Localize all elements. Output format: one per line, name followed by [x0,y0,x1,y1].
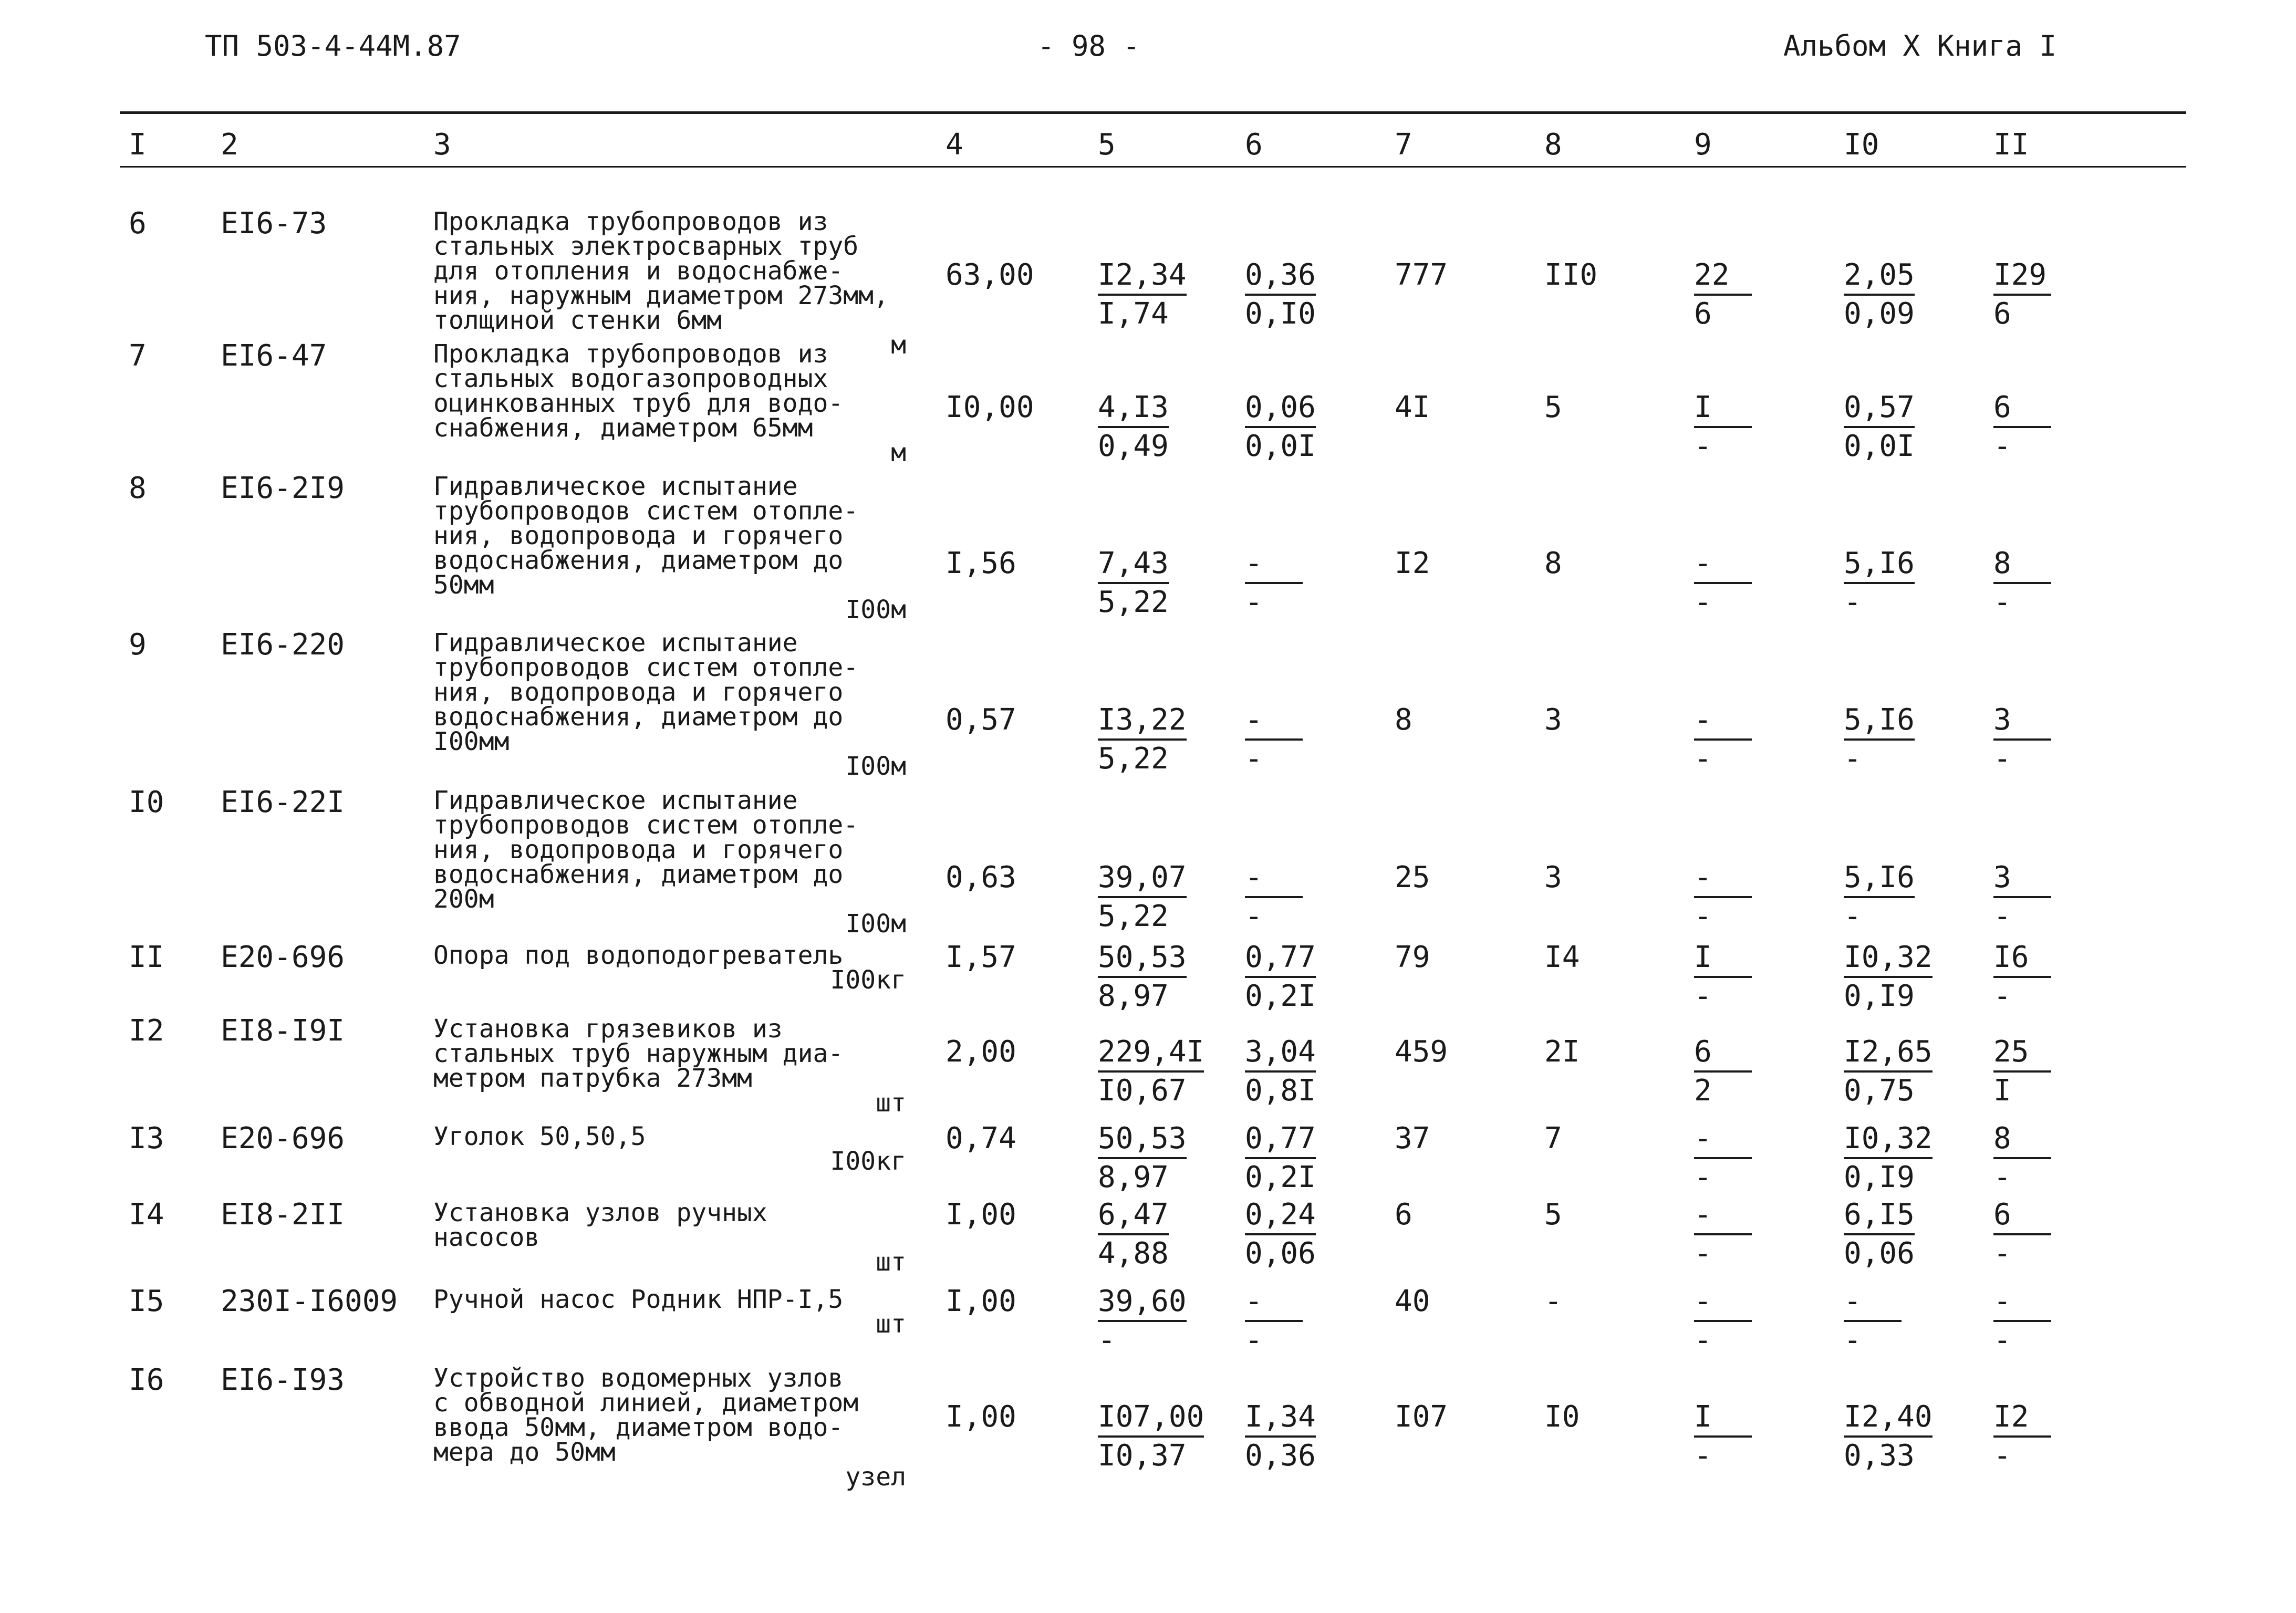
unit-cost [1098,1198,1169,1271]
work-description [433,786,906,939]
unit-of-measure: шт [876,1247,906,1277]
description-line: Гидравлическое испытание [433,628,798,658]
doc-code: ТП 503-4-44М.87 [205,29,461,63]
labor-total-bottom: - [1993,979,2011,1013]
labor-unit [1844,1400,1933,1473]
column-header: I [129,128,147,162]
price-code: E20-696 [221,940,345,974]
machine-cost-top: 0,77 [1245,940,1316,978]
labor-unit-bottom: - [1844,742,1862,776]
row-number: 7 [129,339,147,373]
total-cost: 6 [1395,1198,1412,1232]
description-line: I00мм [433,727,510,756]
labor-total [1993,1198,2051,1271]
machine-cost [1245,1400,1316,1473]
machine-cost-bottom: 0,36 [1245,1439,1316,1473]
description-line: стальных водогазопроводных [433,364,828,393]
column-header: 5 [1098,128,1116,162]
price-code: EI6-47 [221,339,327,373]
price-code: EI8-2II [221,1198,345,1232]
machine-cost-bottom: 0,06 [1245,1236,1316,1271]
description-line: трубопроводов систем отопле- [433,653,859,682]
labor-total [1993,860,2051,934]
description-line: Установка грязевиков из [433,1014,783,1044]
quantity: I0,00 [946,390,1034,424]
labor-total-top: I29 [1993,258,2051,296]
labor-total-bottom: - [1993,1439,2011,1473]
column-header: 6 [1245,128,1263,162]
description-line: Прокладка трубопроводов из [433,339,828,369]
unit-cost-top: 39,07 [1098,860,1187,898]
row-number: I0 [129,785,164,819]
price-code: EI6-220 [221,628,345,662]
labor-total-top: 6 [1993,1198,2051,1235]
unit-cost-bottom: I0,37 [1098,1439,1187,1473]
labor-unit-top: 6,I5 [1844,1198,1915,1235]
labor-total-top: 3 [1993,860,2051,898]
unit-cost-bottom: - [1098,1323,1116,1357]
machine-total-top: - [1694,1198,1752,1235]
unit-of-measure: м [891,438,906,467]
work-description [433,207,906,360]
machine-cost [1245,940,1316,1014]
unit-cost [1098,546,1169,620]
description-line: с обводной линией, диаметром [433,1388,859,1418]
labor-unit-bottom: - [1844,1323,1862,1357]
total-wages: II0 [1544,258,1598,292]
machine-total [1694,703,1752,776]
description-line: Гидравлическое испытание [433,786,798,815]
labor-total [1993,1284,2051,1358]
description-line: метром патрубка 273мм [433,1064,752,1093]
machine-cost-top: 0,24 [1245,1198,1316,1235]
labor-unit-top: I0,32 [1844,940,1933,978]
machine-cost-top: - [1245,703,1303,741]
labor-total-bottom: - [1993,585,2011,619]
row-number: I4 [129,1198,164,1232]
labor-unit-bottom: 0,09 [1844,297,1915,331]
machine-cost-bottom: - [1245,742,1263,776]
work-description [433,1198,906,1277]
machine-cost-top: - [1245,546,1303,584]
unit-cost-top: I3,22 [1098,703,1187,741]
unit-cost-bottom: 5,22 [1098,899,1169,933]
row-number: I6 [129,1363,164,1397]
labor-unit [1844,390,1915,464]
column-header: II [1993,128,2029,162]
row-number: I5 [129,1284,164,1318]
labor-total [1993,940,2051,1014]
description-line: Установка узлов ручных [433,1198,767,1227]
total-cost: I2 [1395,546,1430,580]
labor-unit [1844,1035,1933,1108]
row-number: 6 [129,206,147,241]
labor-total [1993,546,2051,620]
price-code: EI6-I93 [221,1363,345,1397]
description-line: ния, водопровода и горячего [433,521,844,550]
machine-total-bottom: - [1694,1160,1712,1194]
labor-total-bottom: - [1993,1160,2011,1194]
machine-total-bottom: 2 [1694,1074,1712,1108]
total-cost: 25 [1395,860,1430,894]
machine-total-top: - [1694,1121,1752,1159]
labor-unit-bottom: 0,75 [1844,1074,1915,1108]
total-wages: 3 [1544,703,1562,737]
work-description [433,628,906,781]
column-header: 7 [1395,128,1412,162]
machine-cost-top: 0,77 [1245,1121,1316,1159]
labor-total-bottom: - [1993,1323,2011,1357]
machine-total [1694,1400,1752,1473]
labor-unit-bottom: 0,I9 [1844,979,1915,1013]
unit-cost [1098,258,1187,331]
total-cost: 459 [1395,1035,1448,1069]
description-line: водоснабжения, диаметром до [433,702,844,732]
machine-cost-top: - [1245,860,1303,898]
machine-total-bottom: - [1694,1236,1712,1271]
unit-cost [1098,1400,1204,1473]
unit-cost-top: 50,53 [1098,1121,1187,1159]
labor-total-top: 8 [1993,1121,2051,1159]
machine-cost [1245,1035,1316,1108]
table-top-rule [120,111,2186,114]
price-code: 230I-I6009 [221,1284,398,1318]
machine-cost [1245,1121,1316,1195]
machine-cost [1245,703,1303,776]
machine-cost-bottom: 0,2I [1245,979,1316,1013]
quantity: I,00 [946,1400,1016,1434]
labor-unit [1844,546,1915,620]
labor-unit-top: 5,I6 [1844,703,1915,741]
quantity: 2,00 [946,1035,1016,1069]
machine-cost-bottom: - [1245,1323,1263,1357]
machine-cost [1245,1198,1316,1271]
price-code: EI6-22I [221,785,345,819]
labor-unit [1844,1284,1902,1358]
labor-total [1993,703,2051,776]
description-line: оцинкованных труб для водо- [433,389,844,418]
quantity: 63,00 [946,258,1034,292]
description-line: водоснабжения, диаметром до [433,546,844,575]
unit-cost [1098,940,1187,1014]
machine-total-top: - [1694,546,1752,584]
machine-cost [1245,546,1303,620]
labor-total-bottom: - [1993,1236,2011,1271]
row-number: I2 [129,1014,164,1048]
description-line: снабжения, диаметром 65мм [433,413,813,443]
labor-unit-top: 0,57 [1844,390,1915,428]
unit-of-measure: I00м [845,752,906,781]
unit-cost-bottom: 0,49 [1098,429,1169,463]
work-description [433,1122,906,1176]
price-code: EI6-2I9 [221,471,345,505]
description-line: ния, водопровода и горячего [433,835,844,865]
work-description [433,472,906,625]
unit-cost-bottom: 4,88 [1098,1236,1169,1271]
labor-unit-top: I2,65 [1844,1035,1933,1073]
quantity: I,00 [946,1198,1016,1232]
machine-total-top: I [1694,390,1752,428]
machine-total-top: I [1694,940,1752,978]
unit-cost [1098,1121,1187,1195]
labor-total-top: 25 [1993,1035,2051,1073]
quantity: I,56 [946,546,1016,580]
machine-total-bottom: - [1694,979,1712,1013]
description-line: трубопроводов систем отопле- [433,810,859,840]
total-cost: 79 [1395,940,1430,974]
unit-cost-top: 7,43 [1098,546,1169,584]
album-label: Альбом X Книга I [1783,29,2057,63]
price-code: EI6-73 [221,206,327,241]
labor-unit-bottom: 0,0I [1844,429,1915,463]
row-number: 9 [129,628,147,662]
unit-cost-top: 50,53 [1098,940,1187,978]
machine-total-top: I [1694,1400,1752,1438]
work-description [433,1366,906,1490]
labor-total [1993,1121,2051,1195]
machine-cost-top: 0,06 [1245,390,1316,428]
machine-cost-bottom: - [1245,585,1263,619]
labor-total-top: I6 [1993,940,2051,978]
machine-total-bottom: - [1694,899,1712,933]
total-cost: 40 [1395,1284,1430,1318]
description-line: Ручной насос Родник НПР-I,5 [433,1285,844,1314]
total-cost: I07 [1395,1400,1448,1434]
machine-cost-bottom: 0,I0 [1245,297,1316,331]
description-line: ния, водопровода и горячего [433,678,844,707]
column-header: 9 [1694,128,1712,162]
machine-total-bottom: - [1694,1323,1712,1357]
total-wages: - [1544,1284,1562,1318]
labor-total-bottom: I [1993,1074,2011,1108]
column-header: 2 [221,128,238,162]
row-number: 8 [129,471,147,505]
work-description [433,1014,906,1118]
unit-of-measure: шт [876,1309,906,1339]
labor-total-bottom: - [1993,742,2011,776]
description-line: толщиной стенки 6мм [433,306,722,335]
price-code: E20-696 [221,1121,345,1156]
labor-total [1993,1400,2051,1473]
machine-total [1694,1284,1752,1358]
description-line: стальных труб наружным диа- [433,1039,844,1068]
total-wages: 5 [1544,1198,1562,1232]
page-number: - 98 - [1037,29,1140,63]
machine-cost-top: 0,36 [1245,258,1316,296]
machine-cost-bottom: 0,8I [1245,1074,1316,1108]
labor-total [1993,258,2051,331]
machine-cost [1245,258,1316,331]
labor-unit-bottom: - [1844,899,1862,933]
column-header: I0 [1844,128,1879,162]
unit-cost-top: 39,60 [1098,1284,1187,1322]
total-cost: 777 [1395,258,1448,292]
machine-total-top: 22 [1694,258,1752,296]
price-code: EI8-I9I [221,1014,345,1048]
unit-cost-bottom: I0,67 [1098,1074,1187,1108]
machine-total-top: - [1694,703,1752,741]
unit-of-measure: I00кг [830,965,906,995]
description-line: трубопроводов систем отопле- [433,496,859,526]
machine-total-top: - [1694,860,1752,898]
description-line: стальных электросварных труб [433,232,859,261]
unit-cost-top: 6,47 [1098,1198,1169,1235]
labor-total-top: 3 [1993,703,2051,741]
total-wages: 5 [1544,390,1562,424]
labor-unit [1844,940,1933,1014]
description-line: 200м [433,884,494,914]
labor-unit [1844,1121,1933,1195]
labor-total-top: - [1993,1284,2051,1322]
machine-total [1694,546,1752,620]
labor-unit [1844,703,1915,776]
machine-cost-top: I,34 [1245,1400,1316,1438]
labor-unit-bottom: 0,06 [1844,1236,1915,1271]
description-line: мера до 50мм [433,1438,616,1467]
unit-of-measure: I00м [845,909,906,939]
total-wages: I0 [1544,1400,1580,1434]
unit-cost [1098,703,1187,776]
description-line: ввода 50мм, диаметром водо- [433,1413,844,1442]
unit-cost-top: 229,4I [1098,1035,1204,1073]
labor-unit-top: - [1844,1284,1902,1322]
machine-total [1694,390,1752,464]
work-description [433,943,906,993]
unit-cost [1098,1035,1204,1108]
machine-total-top: - [1694,1284,1752,1322]
labor-unit-top: I0,32 [1844,1121,1933,1159]
total-cost: 37 [1395,1121,1430,1156]
unit-cost-top: I2,34 [1098,258,1187,296]
work-description [433,339,906,467]
column-header: 4 [946,128,963,162]
quantity: I,57 [946,940,1016,974]
unit-of-measure: шт [876,1088,906,1118]
machine-total-top: 6 [1694,1035,1752,1073]
total-cost: 8 [1395,703,1412,737]
work-description [433,1287,906,1337]
machine-cost-top: 3,04 [1245,1035,1316,1073]
machine-total [1694,1198,1752,1271]
total-wages: 2I [1544,1035,1580,1069]
machine-total-bottom: - [1694,585,1712,619]
labor-total [1993,1035,2051,1108]
labor-unit [1844,860,1915,934]
labor-total-bottom: - [1993,429,2011,463]
unit-cost-bottom: 8,97 [1098,979,1169,1013]
machine-cost-top: - [1245,1284,1303,1322]
labor-total [1993,390,2051,464]
description-line: ния, наружным диаметром 273мм, [433,281,889,310]
machine-total [1694,1121,1752,1195]
labor-total-top: 6 [1993,390,2051,428]
machine-cost [1245,860,1303,934]
description-line: насосов [433,1223,540,1252]
unit-cost-bottom: 5,22 [1098,585,1169,619]
labor-total-top: 8 [1993,546,2051,584]
description-line: Опора под водоподогреватель [433,941,844,970]
labor-unit [1844,258,1915,331]
unit-cost [1098,1284,1187,1358]
description-line: 50мм [433,570,494,600]
quantity: 0,57 [946,703,1016,737]
unit-cost [1098,860,1187,934]
quantity: I,00 [946,1284,1016,1318]
labor-unit-bottom: - [1844,585,1862,619]
unit-cost-bottom: I,74 [1098,297,1169,331]
unit-of-measure: м [891,330,906,360]
unit-of-measure: узел [845,1462,906,1492]
unit-cost-top: 4,I3 [1098,390,1169,428]
row-number: II [129,940,164,974]
machine-total [1694,940,1752,1014]
labor-total-top: I2 [1993,1400,2051,1438]
labor-total-bottom: - [1993,899,2011,933]
total-cost: 4I [1395,390,1430,424]
unit-cost-bottom: 5,22 [1098,742,1169,776]
machine-total-bottom: 6 [1694,297,1712,331]
machine-total [1694,1035,1752,1108]
description-line: Уголок 50,50,5 [433,1122,646,1151]
quantity: 0,63 [946,860,1016,894]
unit-of-measure: I00м [845,595,906,625]
description-line: Устройство водомерных узлов [433,1364,844,1393]
machine-total-bottom: - [1694,429,1712,463]
labor-unit-bottom: 0,I9 [1844,1160,1915,1194]
total-wages: 8 [1544,546,1562,580]
header-bottom-rule [120,166,2186,168]
unit-of-measure: I00кг [830,1147,906,1176]
machine-total [1694,258,1752,331]
unit-cost-bottom: 8,97 [1098,1160,1169,1194]
machine-cost-bottom: - [1245,899,1263,933]
machine-total-bottom: - [1694,742,1712,776]
description-line: для отопления и водоснабже- [433,256,844,286]
description-line: Прокладка трубопроводов из [433,207,828,236]
machine-cost [1245,390,1316,464]
description-line: Гидравлическое испытание [433,472,798,501]
labor-unit-top: I2,40 [1844,1400,1933,1438]
labor-total-bottom: 6 [1993,297,2011,331]
labor-unit-top: 5,I6 [1844,546,1915,584]
labor-unit-top: 2,05 [1844,258,1915,296]
labor-unit-bottom: 0,33 [1844,1439,1915,1473]
machine-cost [1245,1284,1303,1358]
description-line: водоснабжения, диаметром до [433,860,844,889]
labor-unit [1844,1198,1915,1271]
unit-cost [1098,390,1169,464]
total-wages: 3 [1544,860,1562,894]
column-header: 3 [433,128,451,162]
unit-cost-top: I07,00 [1098,1400,1204,1438]
quantity: 0,74 [946,1121,1016,1156]
machine-total-bottom: - [1694,1439,1712,1473]
machine-cost-bottom: 0,2I [1245,1160,1316,1194]
labor-unit-top: 5,I6 [1844,860,1915,898]
row-number: I3 [129,1121,164,1156]
machine-cost-bottom: 0,0I [1245,429,1316,463]
machine-total [1694,860,1752,934]
total-wages: I4 [1544,940,1580,974]
total-wages: 7 [1544,1121,1562,1156]
column-header: 8 [1544,128,1562,162]
